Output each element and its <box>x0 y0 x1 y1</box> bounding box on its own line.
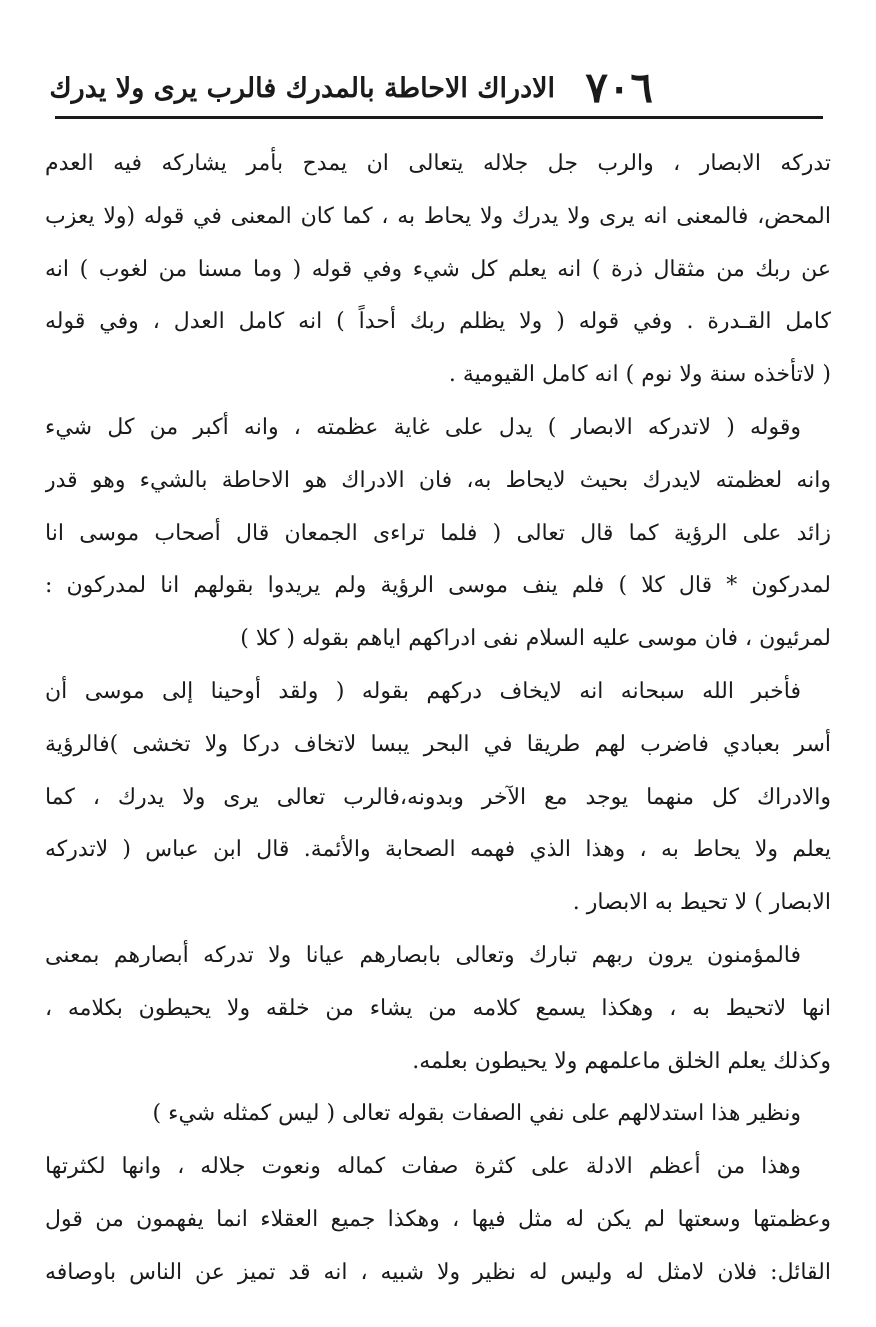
header-rule <box>55 116 823 119</box>
text-line: يعلم ولا يحاط به ، وهذا الذي فهمه الصحابة والأئمة. قال ابن عباس ( لاتدركه <box>45 837 831 863</box>
text-line: وهذا من أعظم الادلة على كثرة صفات كماله ونعوت جلاله ، وانها لكثرتها <box>45 1154 801 1180</box>
text-line: أسر بعبادي فاضرب لهم طريقا في البحر يبسا لاتخاف دركا ولا تخشى )فالرؤية <box>45 731 831 757</box>
text-line: انها لاتحيط به ، وهكذا يسمع كلامه من يشاء من خلقه ولا يحيطون بكلامه ، <box>45 995 831 1021</box>
text-line: كامل القـدرة . وفي قوله ( ولا يظلم ربك أحداً ) انه كامل العدل ، وفي قوله <box>45 309 831 335</box>
text-line: وكذلك يعلم الخلق ماعلمهم ولا يحيطون بعلمه. <box>412 1048 831 1074</box>
text-line: فأخبر الله سبحانه انه لايخاف دركهم بقوله ( ولقد أوحينا إلى موسى أن <box>45 678 801 704</box>
body-text <box>45 138 831 1300</box>
text-line: ( لاتأخذه سنة ولا نوم ) انه كامل القيومية . <box>448 362 831 388</box>
text-line: المحض، فالمعنى انه يرى ولا يدرك ولا يحاط به ، كما كان المعنى في قوله (ولا يعزب <box>45 203 831 229</box>
text-line: فالمؤمنون يرون ربهم تبارك وتعالى بابصارهم عيانا ولا تدركه أبصارهم بمعنى <box>45 942 801 968</box>
text-line: ونظير هذا استدلالهم على نفي الصفات بقوله تعالى ( ليس كمثله شيء ) <box>152 1101 801 1127</box>
text-line: والادراك كل منهما يوجد مع الآخر وبدونه،فالرب تعالى يرى ولا يدرك ، كما <box>45 784 831 810</box>
text-line: لمدركون * قال كلا ) فلم ينف موسى الرؤية ولم يريدوا بقولهم انا لمدركون : <box>45 573 831 599</box>
text-line: لمرئيون ، فان موسى عليه السلام نفى ادراكهم اياهم بقوله ( كلا ) <box>240 626 831 652</box>
text-line: عن ربك من مثقال ذرة ) انه يعلم كل شيء وفي قوله ( وما مسنا من لغوب ) انه <box>45 256 831 282</box>
text-line: وعظمتها وسعتها لم يكن له مثل فيها ، وهكذا جميع العقلاء انما يفهمون من قول <box>45 1206 831 1232</box>
page-header <box>49 62 823 112</box>
text-line: زائد على الرؤية كما قال تعالى ( فلما تراءى الجمعان قال أصحاب موسى انا <box>45 520 831 546</box>
text-line: وانه لعظمته لايدرك بحيث لايحاط به، فان الادراك هو الاحاطة بالشيء وهو قدر <box>45 467 831 493</box>
text-line: تدركه الابصار ، والرب جل جلاله يتعالى ان يمدح بأمر يشاركه فيه العدم <box>45 151 831 176</box>
page-number: ٧٠٦ <box>585 63 653 112</box>
text-line: الابصار ) لا تحيط به الابصار . <box>572 890 831 916</box>
text-line: القائل: فلان لامثل له وليس له نظير ولا شبيه ، انه قد تميز عن الناس باوصافه <box>45 1259 831 1285</box>
text-line: وقوله ( لاتدركه الابصار ) يدل على غاية عظمته ، وانه أكبر من كل شيء <box>45 414 801 440</box>
running-title: الادراك الاحاطة بالمدرك فالرب يرى ولا يدرك <box>49 73 555 104</box>
